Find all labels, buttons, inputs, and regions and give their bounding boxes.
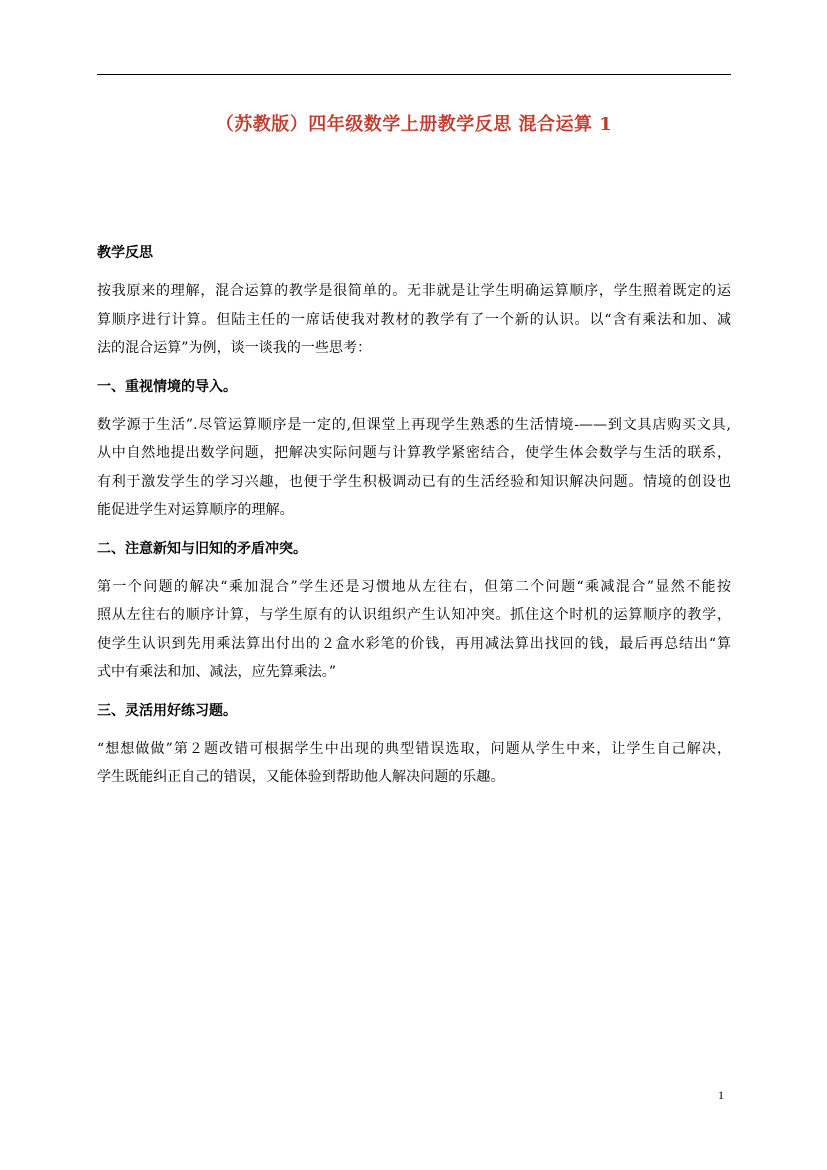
section-heading-context: 一、重视情境的导入。 (97, 378, 237, 395)
paragraph-context (97, 411, 731, 525)
text-line: 从中自然地提出数学问题，把解决实际问题与计算教学紧密结合，使学生体会数学与生活的联系， (97, 445, 731, 461)
text-line: 算顺序进行计算。但陆主任的一席话使我对教材的教学有了一个新的认识。以“含有乘法和加、减 (97, 311, 731, 328)
text-line: 照从左往右的顺序计算，与学生原有的认识组织产生认知冲突。抓住这个时机的运算顺序的教学， (97, 607, 731, 623)
text-line: 式中有乘法和加、减法，应先算乘法。” (97, 664, 337, 680)
text-line: 数学源于生活”.尽管运算顺序是一定的,但课堂上再现学生熟悉的生活情境-——到文具店购买文具, (97, 416, 731, 433)
text-line: “想想做做”第２题改错可根据学生中出现的典型错误选取，问题从学生中来，让学生自己解决， (97, 740, 731, 757)
header-rule (97, 74, 731, 75)
section-heading-conflict: 二、注意新知与旧知的矛盾冲突。 (97, 540, 307, 557)
text-line: 第一个问题的解决“乘加混合”学生还是习惯地从左往右，但第二个问题“乘减混合”显然不能按 (97, 578, 731, 595)
document-body (97, 238, 731, 801)
paragraph-exercises (97, 735, 731, 792)
paragraph-reflection-intro (97, 277, 731, 363)
page-number: 1 (718, 1088, 724, 1102)
text-line: 能促进学生对运算顺序的理解。 (97, 502, 294, 518)
document-title: （苏教版）四年级数学上册教学反思 混合运算 1 (215, 114, 613, 135)
text-line: 按我原来的理解，混合运算的教学是很简单的。无非就是让学生明确运算顺序，学生照着既定的运 (97, 283, 731, 299)
paragraph-conflict (97, 573, 731, 687)
text-line: 有利于激发学生的学习兴趣，也便于学生积极调动已有的生活经验和知识解决问题。情境的创设也 (97, 473, 731, 490)
text-line: 使学生认识到先用乘法算出付出的２盒水彩笔的价钱，再用减法算出找回的钱，最后再总结出“算 (97, 635, 731, 652)
section-heading-reflection: 教学反思 (97, 245, 153, 261)
text-line: 法的混合运算”为例，谈一谈我的一些思考： (97, 340, 372, 356)
section-heading-exercises: 三、灵活用好练习题。 (97, 702, 237, 719)
text-line: 学生既能纠正自己的错误，又能体验到帮助他人解决问题的乐趣。 (97, 769, 505, 785)
